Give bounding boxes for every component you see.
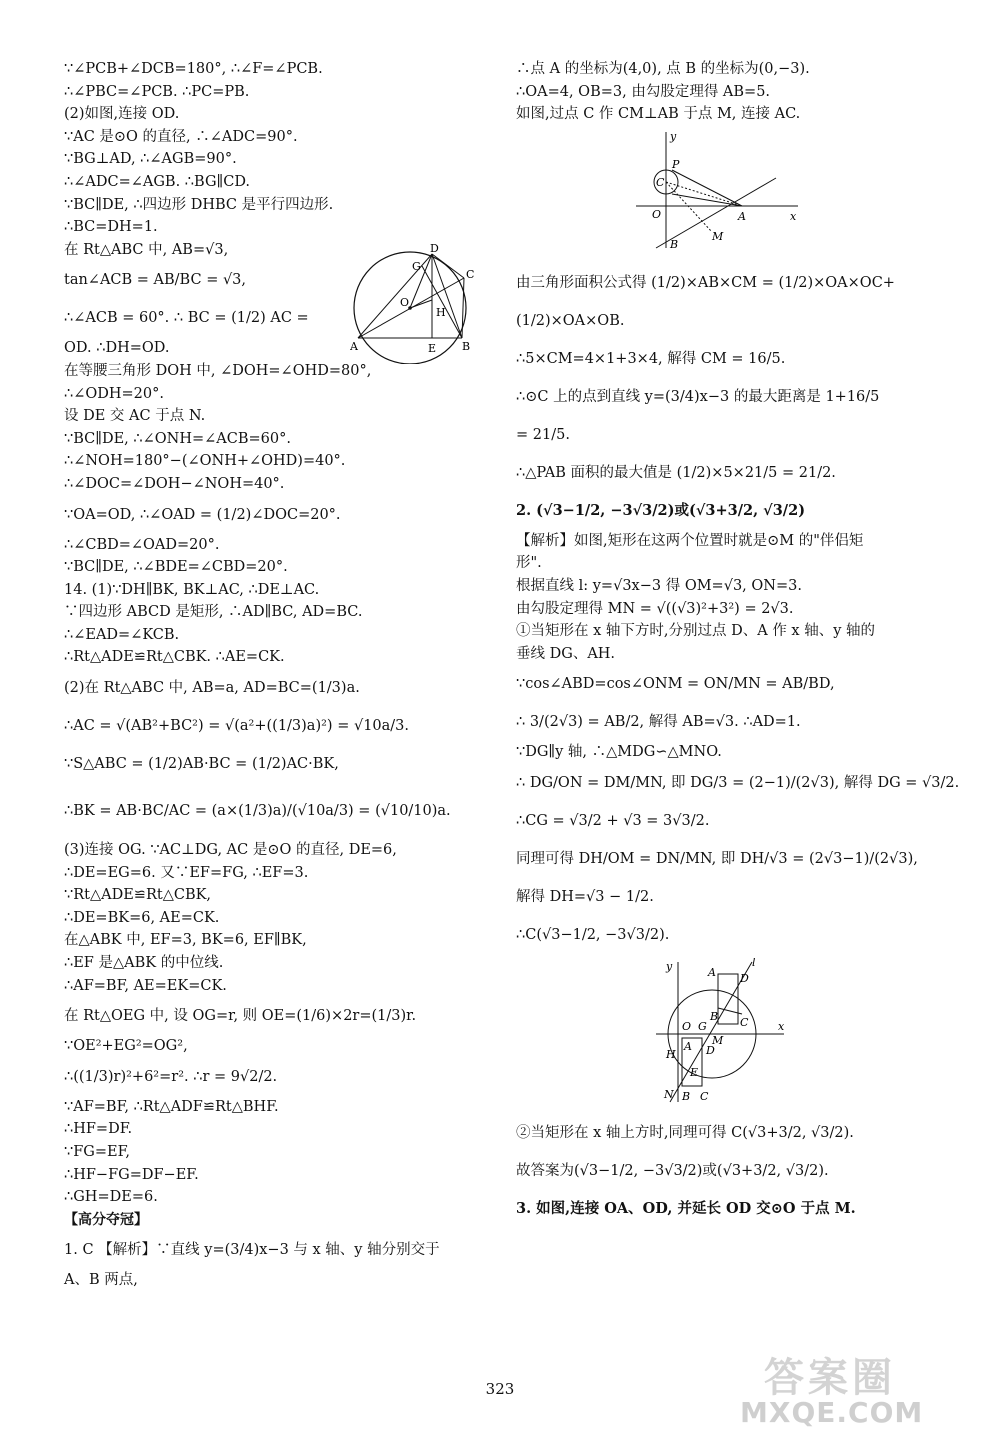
label-A: A: [350, 340, 358, 353]
label-A: A: [708, 965, 716, 979]
text-line: tan∠ACB = AB/BC = √3,: [64, 272, 247, 289]
label-B: B: [462, 340, 471, 353]
label-N: N: [664, 1087, 674, 1101]
label-O: O: [400, 296, 410, 309]
text-line: 设 DE 交 AC 于点 N.: [64, 408, 206, 425]
label-B: B: [670, 237, 679, 251]
text-line: ∵BC∥DE, ∴∠BDE=∠CBD=20°.: [64, 559, 288, 576]
text-line: A、B 两点,: [64, 1272, 138, 1289]
text-line: ∵OE²+EG²=OG²,: [64, 1038, 188, 1055]
text-line: ∴∠ODH=20°.: [64, 385, 164, 402]
text-line: ∴ DG/ON = DM/MN, 即 DG/3 = (2−1)/(2√3), 解得 DG = √3/2.: [516, 774, 960, 791]
label-A: A: [738, 209, 746, 223]
label-x: x: [778, 1019, 785, 1033]
label-H: H: [666, 1047, 676, 1061]
text-line: ∴C(√3−1/2, −3√3/2).: [516, 926, 670, 943]
text-line: ①当矩形在 x 轴下方时,分别过点 D、A 作 x 轴、y 轴的: [516, 623, 876, 640]
label-M: M: [712, 229, 724, 243]
text-line: ∴AC = √(AB²+BC²) = √(a²+((1/3)a)²) = √10a/3.: [64, 718, 410, 735]
text-line: 14. (1)∵DH∥BK, BK⊥AC, ∴DE⊥AC.: [64, 581, 320, 598]
text-line: 在等腰三角形 DOH 中, ∠DOH=∠OHD=80°,: [64, 362, 372, 379]
text-line: 1. C 【解析】∵直线 y=(3/4)x−3 与 x 轴、y 轴分别交于: [64, 1242, 440, 1259]
text-line: ∴△PAB 面积的最大值是 (1/2)×5×21/5 = 21/2.: [516, 464, 836, 481]
text-line: ∵FG=EF,: [64, 1144, 131, 1160]
text-line: ∴HF=DF.: [64, 1121, 133, 1138]
text-line: 由三角形面积公式得 (1/2)×AB×CM = (1/2)×OA×OC+: [516, 274, 895, 291]
text-line: ∴AF=BF, AE=EK=CK.: [64, 977, 227, 994]
label-D2: D: [706, 1043, 715, 1057]
text-line: ∴BK = AB·BC/AC = (a×(1/3)a)/(√10a/3) = (√10/10)a.: [64, 803, 451, 820]
label-O: O: [682, 1019, 692, 1033]
watermark-url: MXQE.COM: [740, 1396, 924, 1429]
text-line: ∴∠DOC=∠DOH−∠NOH=40°.: [64, 475, 285, 492]
label-B2: B: [682, 1089, 691, 1103]
text-line: 如图,过点 C 作 CM⊥AB 于点 M, 连接 AC.: [516, 106, 801, 123]
label-C: C: [656, 175, 665, 189]
text-line: 根据直线 l: y=√3x−3 得 OM=√3, ON=3.: [516, 577, 802, 594]
text-line: ∴∠ADC=∠AGB. ∴BG∥CD.: [64, 173, 251, 190]
label-G: G: [698, 1019, 707, 1033]
label-O: O: [652, 207, 662, 221]
text-line: ∴∠NOH=180°−(∠ONH+∠OHD)=40°.: [64, 453, 346, 470]
right-column: [516, 58, 960, 1228]
text-line: ∴DE=EG=6. 又∵EF=FG, ∴EF=3.: [64, 864, 309, 881]
text-line: (1/2)×OA×OB.: [516, 312, 625, 329]
circle-geometry-diagram: [350, 244, 480, 364]
text-line: 在△ABK 中, EF=3, BK=6, EF∥BK,: [64, 932, 307, 949]
text-line: 故答案为(√3−1/2, −3√3/2)或(√3+3/2, √3/2).: [516, 1162, 829, 1179]
text-line: ∴∠CBD=∠OAD=20°.: [64, 536, 220, 553]
text-line: ∴EF 是△ABK 的中位线.: [64, 955, 224, 972]
text-line: ∴BC=DH=1.: [64, 219, 158, 236]
text-line: 同理可得 DH/OM = DN/MN, 即 DH/√3 = (2√3−1)/(2√3),: [516, 850, 918, 867]
label-G: G: [412, 260, 421, 273]
text-line: 【解析】如图,矩形在这两个位置时就是⊙M 的"伴侣矩: [516, 532, 864, 549]
text-line: ∵DG∥y 轴, ∴△MDG∽△MNO.: [516, 744, 722, 761]
text-line: (3)连接 OG. ∵AC⊥DG, AC 是⊙O 的直径, DE=6,: [64, 842, 397, 859]
text-line: ∴DE=BK=6, AE=CK.: [64, 909, 220, 926]
label-C2: C: [700, 1089, 709, 1103]
text-line: ∴Rt△ADE≌Rt△CBK. ∴AE=CK.: [64, 649, 285, 666]
text-line: 在 Rt△ABC 中, AB=√3,: [64, 241, 229, 258]
text-line: 垂线 DG、AH.: [516, 645, 616, 662]
watermark-top-text: 答案圈: [764, 1355, 896, 1401]
label-C: C: [466, 268, 475, 281]
text-line: ∴ 3/(2√3) = AB/2, 解得 AB=√3. ∴AD=1.: [516, 714, 801, 731]
text-line: 解得 DH=√3 − 1/2.: [516, 888, 654, 905]
label-E: E: [690, 1065, 699, 1079]
text-line: ∴∠EAD=∠KCB.: [64, 626, 180, 643]
label-P: P: [672, 157, 680, 171]
text-line: ②当矩形在 x 轴上方时,同理可得 C(√3+3/2, √3/2).: [516, 1124, 854, 1141]
text-line: ∵Rt△ADE≌Rt△CBK,: [64, 887, 212, 904]
text-line: (2)如图,连接 OD.: [64, 106, 180, 123]
text-line: ∴GH=DE=6.: [64, 1189, 158, 1206]
coordinate-figure-1: [626, 130, 936, 258]
text-line: ∵BC∥DE, ∴四边形 DHBC 是平行四边形.: [64, 196, 334, 213]
section-heading: 【高分夺冠】: [64, 1211, 148, 1228]
text-line: ∴((1/3)r)²+6²=r². ∴r = 9√2/2.: [64, 1068, 278, 1085]
text-line: ∴5×CM=4×1+3×4, 解得 CM = 16/5.: [516, 350, 786, 367]
label-C: C: [740, 1015, 749, 1029]
label-A2: A: [684, 1039, 692, 1053]
label-B: B: [710, 1009, 719, 1023]
text-line: OD. ∴DH=OD.: [64, 340, 170, 357]
text-line: ∵BG⊥AD, ∴∠AGB=90°.: [64, 151, 237, 168]
label-E: E: [428, 342, 437, 355]
text-line: 2. (√3−1/2, −3√3/2)或(√3+3/2, √3/2): [516, 501, 806, 519]
label-H: H: [436, 306, 446, 319]
text-line: ∴HF−FG=DF−EF.: [64, 1166, 199, 1183]
text-line: ∵S△ABC = (1/2)AB·BC = (1/2)AC·BK,: [64, 756, 339, 773]
text-line: ∴∠PBC=∠PCB. ∴PC=PB.: [64, 83, 250, 100]
text-line: ∵OA=OD, ∴∠OAD = (1/2)∠DOC=20°.: [64, 506, 341, 523]
text-line: 形".: [516, 555, 542, 572]
label-D: D: [430, 244, 439, 255]
text-line: ∵BC∥DE, ∴∠ONH=∠ACB=60°.: [64, 430, 291, 447]
text-line: ∴⊙C 上的点到直线 y=(3/4)x−3 的最大距离是 1+16/5: [516, 388, 880, 405]
circle-figure: [350, 244, 480, 368]
watermark: [740, 1346, 980, 1434]
text-line: ∴∠ACB = 60°. ∴ BC = (1/2) AC =: [64, 310, 309, 327]
label-M: M: [712, 1033, 724, 1047]
label-x: x: [790, 209, 797, 223]
text-line: ∴OA=4, OB=3, 由勾股定理得 AB=5.: [516, 83, 771, 100]
text-line: ∵∠PCB+∠DCB=180°, ∴∠F=∠PCB.: [64, 61, 323, 77]
text-line: ∵四边形 ABCD 是矩形, ∴AD∥BC, AD=BC.: [64, 604, 363, 621]
text-line: ∵AC 是⊙O 的直径, ∴∠ADC=90°.: [64, 128, 298, 145]
label-l: l: [752, 957, 756, 969]
text-line: 3. 如图,连接 OA、OD, 并延长 OD 交⊙O 于点 M.: [516, 1199, 856, 1217]
text-line: 在 Rt△OEG 中, 设 OG=r, 则 OE=(1/6)×2r=(1/3)r.: [64, 1008, 417, 1025]
text-line: ∵cos∠ABD=cos∠ONM = ON/MN = AB/BD,: [516, 676, 835, 693]
label-y: y: [666, 959, 673, 973]
text-line: 由勾股定理得 MN = √((√3)²+3²) = 2√3.: [516, 600, 794, 617]
label-y: y: [670, 129, 677, 143]
coordinate-figure-2: [652, 958, 936, 1108]
text-line: = 21/5.: [516, 426, 570, 443]
text-line: ∵AF=BF, ∴Rt△ADF≌Rt△BHF.: [64, 1098, 279, 1115]
label-D: D: [740, 971, 749, 985]
text-line: ∴点 A 的坐标为(4,0), 点 B 的坐标为(0,−3).: [516, 61, 810, 77]
text-line: ∴CG = √3/2 + √3 = 3√3/2.: [516, 812, 710, 829]
text-line: (2)在 Rt△ABC 中, AB=a, AD=BC=(1/3)a.: [64, 680, 360, 697]
page-number: 323: [485, 1380, 515, 1398]
